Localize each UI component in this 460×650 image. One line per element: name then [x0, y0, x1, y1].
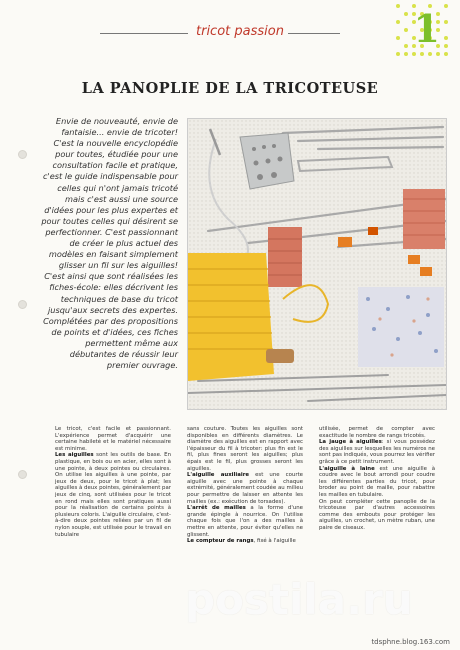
body-paragraph [319, 466, 435, 499]
body-column-1 [55, 426, 171, 538]
binder-holes [18, 0, 26, 650]
knitting-tools-photo [187, 118, 447, 410]
source-credit: tdsphne.blog.163.com [371, 638, 450, 646]
term: La jauge à aiguilles [319, 439, 382, 446]
body-paragraph [319, 426, 435, 439]
section-label: tricot passion [192, 24, 288, 39]
paragraph-text: sans couture. Toutes les aiguilles sont disponibles en différents diamètres. Le diamètre des aiguilles est en rapport avec l'épaisseur du fil à tricoter: plus fin est le fil, plus fines seront les aiguilles; plus épais est le fil, plus grosses seront les aiguilles. [187, 426, 303, 472]
paragraph-text: a la forme d'une grande épingle à nourrice. On l'utilise chaque fois que l'on a des mailles à mettre en attente, pour éviter qu'elles ne glissent. [187, 505, 303, 538]
knitting-tools-illustration [188, 119, 446, 409]
paragraph-text: utilisée, permet de compter avec exactitude le nombre de rangs tricotés. [319, 426, 435, 439]
paragraph-text: Le tricot, c'est facile et passionnant. L'expérience permet d'acquérir une certaine habileté et le matériel nécessaire est minime. [55, 426, 171, 452]
body-paragraph [55, 426, 171, 452]
term: Les aiguilles [55, 452, 94, 459]
body-paragraph [187, 538, 303, 545]
page-number: 1 [413, 6, 440, 51]
paragraph-text: est une aiguille à coudre avec le bout arrondi pour coudre les différentes parties du tricot, pour broder au point de maille, pour rabattre les mailles en tubulaire. [319, 465, 435, 498]
body-paragraph [187, 472, 303, 505]
running-header [100, 24, 340, 44]
paragraph-text: : si vous possédez des aiguilles sur lesquelles les numéros ne sont pas indiqués, vous pourrez les vérifier grâce à ce petit instrument. [319, 439, 435, 465]
paragraph-text: sont les outils de base. En plastique, en bois ou en acier, elles sont à une pointe, à deux pointes ou circulaires. On utilise les aiguilles à une pointe, par jeux de deux, pour le tricot à plat; les aiguilles à deux pointes, généralement par jeux de cinq, sont utilisées pour le tricot en rond mais elles sont pratiques aussi pour la réalisation de certains points à plusieurs coloris. L'aiguille circulaire, c'est-à-dire deux pointes reliées par un fil de nylon souple, est utilisée pour le travail en tubulaire [55, 452, 171, 538]
term: L'aiguille auxiliaire [187, 472, 250, 479]
paragraph-text: , fixé à l'aiguille [253, 538, 296, 545]
body-paragraph [319, 439, 435, 465]
body-paragraph [187, 426, 303, 472]
body-paragraph [319, 499, 435, 532]
term: Le compteur de rangs [187, 538, 254, 545]
intro-text: Envie de nouveauté, envie de fantaisie... envie de tricoter! C'est la nouvelle encyclopédie pour toutes, étudiée pour une consultation facile et pratique, c'est le guide indispensable pour celles qui n'ont jamais tricoté mais c'est aussi une source d'idées pour les plus expertes et pour toutes celles qui désirent se perfectionner. C'est passionnant de créer le plus actuel des modèles en faisant simplement glisser un fil sur les aiguilles! C'est ainsi que sont réalisées les fiches-école: elles décrivent les techniques de base du tricot jusqu'aux secrets des expertes. Complétées par des propositions de points et d'idées, ces fiches permettent même aux débutantes de réussir leur premier ouvrage. [41, 116, 178, 371]
body-column-2 [187, 426, 303, 545]
body-columns [55, 426, 435, 545]
body-paragraph [55, 452, 171, 538]
watermark: postila.ru [185, 575, 413, 624]
paragraph-text: On peut compléter cette panoplie de la tricoteuse par d'autres accessoires comme des embouts pour protéger les aiguilles, un crochet, un mètre ruban, une paire de ciseaux. [319, 498, 435, 531]
body-paragraph [187, 505, 303, 538]
term: L'aiguille à laine [319, 465, 375, 472]
page-title: LA PANOPLIE DE LA TRICOTEUSE [81, 80, 379, 97]
body-column-3 [319, 426, 435, 532]
term: L'arrêt de mailles [187, 505, 246, 512]
paragraph-text: est une courte aiguille avec une pointe à chaque extrémité, généralement coudée au milieu pour permettre de laisser en attente les mailles (ex.: exécution de torsades). [187, 472, 303, 505]
